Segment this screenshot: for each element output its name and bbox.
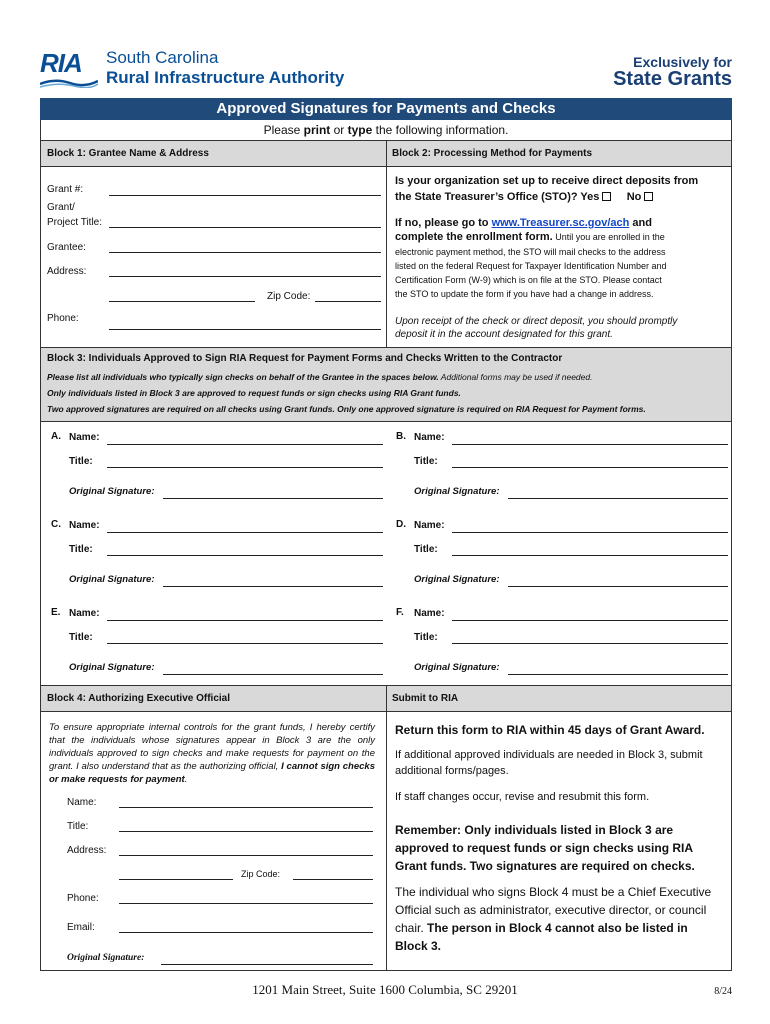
form-title: Approved Signatures for Payments and Checks <box>40 98 732 120</box>
entry-signature-colon: : <box>151 662 155 673</box>
block2-heading: Block 2: Processing Method for Payments <box>386 141 731 167</box>
entry-title-label: Title: <box>414 544 438 555</box>
address-label: Address: <box>47 266 87 277</box>
b4-phone-field[interactable] <box>119 903 373 904</box>
org-name-line2: Rural Infrastructure Authority <box>106 68 345 87</box>
entry-letter: F. <box>396 607 404 618</box>
entry-signature-text: Original Signature <box>414 486 497 497</box>
b4-email-field[interactable] <box>119 932 373 933</box>
phone-label: Phone: <box>47 313 79 324</box>
divider <box>386 686 387 971</box>
submit-remember: Remember: Only individuals listed in Block 3 are approved to request funds or sign checks using RIA Grant funds. Two signatures are required on checks. <box>395 823 695 873</box>
b4-signature-colon: : <box>141 953 145 963</box>
grant-number-label: Grant #: <box>47 184 84 195</box>
entry-signature-field[interactable] <box>163 674 383 675</box>
zip-label: Zip Code: <box>267 291 311 302</box>
block4-cert-text: To ensure appropriate internal controls for the grant funds, I hereby certify that the individuals whose signatures appear in Block 3 are the only individuals approved to sign checks and make requests for payment on the grant. I also understand that as the authorizing official, <box>49 722 375 772</box>
footer-date: 8/24 <box>714 986 732 997</box>
entry-title-field[interactable] <box>452 467 728 468</box>
entry-name-label: Name: <box>414 432 445 443</box>
block2-line-4: Certification Form (W-9) which is on file at the STO. Please contact <box>395 275 662 285</box>
entry-signature-label <box>414 662 500 673</box>
b4-title-field[interactable] <box>119 831 373 832</box>
if-no-and: and <box>629 217 652 229</box>
entry-signature-field[interactable] <box>508 586 728 587</box>
phone-field[interactable] <box>109 329 381 330</box>
submit-heading: Submit to RIA <box>386 686 731 712</box>
address-field[interactable] <box>109 276 381 277</box>
b4-address-field[interactable] <box>119 855 373 856</box>
entry-title-label: Title: <box>414 632 438 643</box>
instruction-type: type <box>347 123 373 137</box>
instruction-text: Please <box>263 123 304 137</box>
block3-note-3: Two approved signatures are required on all checks using Grant funds. Only one approved signature is required on RIA Request for Payment forms. <box>47 404 646 414</box>
if-no-text: If no, please go to <box>395 217 492 229</box>
logo-swoosh-icon <box>40 78 98 88</box>
entry-signature-colon: : <box>496 662 500 673</box>
entry-signature-label <box>69 486 155 497</box>
no-label: No <box>626 191 642 203</box>
grantee-field[interactable] <box>109 252 381 253</box>
entry-signature-field[interactable] <box>163 586 383 587</box>
block3-heading: Block 3: Individuals Approved to Sign RIA Request for Payment Forms and Checks Written to the Contractor <box>41 348 731 370</box>
entry-signature-field[interactable] <box>508 674 728 675</box>
b4-title-label: Title: <box>67 821 89 832</box>
block4-certification <box>49 721 375 786</box>
block2-line-2: electronic payment method, the STO will mail checks to the address <box>395 247 666 257</box>
grantee-label: Grantee: <box>47 242 86 253</box>
entry-signature-field[interactable] <box>163 498 383 499</box>
block4-cert-bold: I cannot sign checks or make requests for payment <box>49 761 375 785</box>
entry-signature-text: Original Signature <box>69 662 152 673</box>
instruction-text-mid: or <box>330 123 348 137</box>
enroll-line <box>395 230 725 245</box>
entry-name-label: Name: <box>69 608 100 619</box>
entry-title-label: Title: <box>69 456 93 467</box>
b4-email-label: Email: <box>67 922 95 933</box>
submit-deadline: Return this form to RIA within 45 days of Grant Award. <box>395 723 705 737</box>
entry-letter: C. <box>51 519 61 530</box>
b4-name-field[interactable] <box>119 807 373 808</box>
block4-heading: Block 4: Authorizing Executive Official <box>41 686 386 712</box>
entry-signature-label <box>69 574 155 585</box>
sto-question-text: the State Treasurer’s Office (STO)? Yes <box>395 191 600 203</box>
org-name-line1: South Carolina <box>106 48 219 67</box>
entry-signature-colon: : <box>496 486 500 497</box>
entry-letter: B. <box>396 431 406 442</box>
entry-name-field[interactable] <box>452 532 728 533</box>
divider <box>386 141 387 347</box>
entry-name-field[interactable] <box>107 532 383 533</box>
entry-title-label: Title: <box>69 544 93 555</box>
entry-title-label: Title: <box>69 632 93 643</box>
entry-signature-text: Original Signature <box>69 574 152 585</box>
b4-address-label: Address: <box>67 845 107 856</box>
if-no-line <box>395 216 725 230</box>
entry-name-field[interactable] <box>107 444 383 445</box>
entry-signature-text: Original Signature <box>414 574 497 585</box>
b4-name-label: Name: <box>67 797 97 808</box>
submit-block4-text: The individual who signs Block 4 must be a Chief Executive Official such as administrator, executive director, or council chair. <box>395 885 712 935</box>
block2-body <box>395 174 725 301</box>
exclusive-label: Exclusively for <box>633 54 732 70</box>
entry-name-label: Name: <box>414 608 445 619</box>
entry-name-label: Name: <box>69 432 100 443</box>
deposit-note-2: deposit it in the account designated for this grant. <box>395 329 613 340</box>
entry-signature-colon: : <box>151 574 155 585</box>
page-header <box>0 0 770 100</box>
entry-signature-label <box>414 574 500 585</box>
entry-title-field[interactable] <box>452 643 728 644</box>
logo-text: RIA <box>40 48 82 78</box>
block3-note-2: Only individuals listed in Block 3 are approved to request funds or sign checks using RIA Grant funds. <box>47 388 461 398</box>
block3-note-1 <box>47 372 592 382</box>
entry-signature-colon: : <box>496 574 500 585</box>
yes-checkbox[interactable] <box>602 192 611 201</box>
submit-block4-note <box>395 883 721 955</box>
entry-signature-label <box>69 662 155 673</box>
deposit-note-1: Upon receipt of the check or direct deposit, you should promptly <box>395 316 678 327</box>
block3-note-1-reg: Additional forms may be used if needed. <box>438 372 593 382</box>
entry-letter: D. <box>396 519 406 530</box>
entry-signature-label <box>414 486 500 497</box>
b4-signature-label <box>67 953 144 963</box>
entry-name-field[interactable] <box>452 444 728 445</box>
block2-line-3: listed on the federal Request for Taxpayer Identification Number and <box>395 261 667 271</box>
ria-logo <box>40 48 100 90</box>
form-instruction <box>40 120 732 140</box>
b4-phone-label: Phone: <box>67 893 99 904</box>
no-checkbox[interactable] <box>644 192 653 201</box>
address-line2-field[interactable] <box>109 301 255 302</box>
entry-name-field[interactable] <box>452 620 728 621</box>
submit-additional: If additional approved individuals are needed in Block 3, submit additional forms/pages. <box>395 749 703 777</box>
b4-zip-field[interactable] <box>293 879 373 880</box>
enroll-text: complete the enrollment form. <box>395 231 553 243</box>
b4-address-line2-field[interactable] <box>119 879 233 880</box>
instruction-text-end: the following information. <box>372 123 509 137</box>
instruction-print: print <box>303 123 331 137</box>
entry-name-label: Name: <box>69 520 100 531</box>
grant-title-label-1: Grant/ <box>47 202 75 213</box>
entry-name-label: Name: <box>414 520 445 531</box>
sto-question-1: Is your organization set up to receive direct deposits from <box>395 175 699 187</box>
b4-signature-field[interactable] <box>161 964 373 965</box>
entry-title-field[interactable] <box>452 555 728 556</box>
enroll-detail: Until you are enrolled in the <box>552 232 665 242</box>
entry-letter: A. <box>51 431 61 442</box>
b4-signature-text: Original Signature <box>67 953 142 963</box>
sto-question-2 <box>395 190 725 204</box>
block4-cert-end: . <box>184 774 188 785</box>
b4-zip-label: Zip Code: <box>241 869 281 879</box>
entry-signature-field[interactable] <box>508 498 728 499</box>
form-frame <box>40 140 732 971</box>
entry-signature-text: Original Signature <box>414 662 497 673</box>
block1-heading: Block 1: Grantee Name & Address <box>41 141 386 167</box>
entry-title-field[interactable] <box>107 555 383 556</box>
treasurer-link[interactable]: www.Treasurer.sc.gov/ach <box>491 217 630 229</box>
entry-name-field[interactable] <box>107 620 383 621</box>
grant-number-field[interactable] <box>109 195 381 196</box>
deposit-note <box>395 315 725 341</box>
entry-signature-text: Original Signature <box>69 486 152 497</box>
entry-letter: E. <box>51 607 61 618</box>
block2-line-5: the STO to update the form if you have had a change in address. <box>395 289 654 299</box>
zip-field[interactable] <box>315 301 381 302</box>
entry-title-field[interactable] <box>107 643 383 644</box>
block3-notes <box>41 370 731 422</box>
entry-signature-colon: : <box>151 486 155 497</box>
project-title-field[interactable] <box>109 227 381 228</box>
footer-address: 1201 Main Street, Suite 1600 Columbia, SC 29201 <box>252 982 518 997</box>
submit-block4-bold: The person in Block 4 cannot also be listed in Block 3. <box>395 921 688 953</box>
submit-changes: If staff changes occur, revise and resubmit this form. <box>395 791 650 803</box>
grant-title-label-2: Project Title: <box>47 217 103 228</box>
program-label: State Grants <box>613 68 732 90</box>
entry-title-field[interactable] <box>107 467 383 468</box>
entry-title-label: Title: <box>414 456 438 467</box>
block3-note-1-bold: Please list all individuals who typically sign checks on behalf of the Grantee in the spaces below. <box>47 372 439 382</box>
